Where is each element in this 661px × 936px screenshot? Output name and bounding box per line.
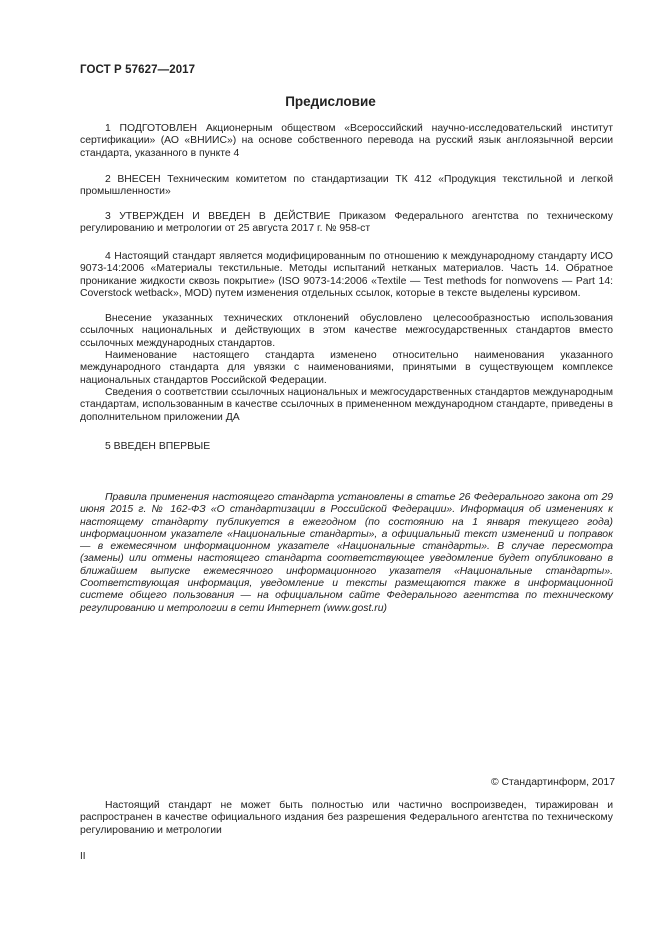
copyright: © Стандартинформ, 2017 (490, 777, 615, 788)
foreword-item-4: 4 Настоящий стандарт является модифицированным по отношению к международному стандарту ИСО 9073-14:2006 «Материалы текстильные. Методы испытаний нетканых материалов. Часть 14. Обратное проникание жидкости сквозь покрытие» (ISO 9073-14:2006 «Textile — Test methods for nonwovens — Part 14: Coverstock wetback», MOD) путем изменения отдельных ссылок, которые в тексте выделены курсивом. (80, 251, 613, 299)
page-number: II (80, 851, 86, 862)
foreword-item-1: 1 ПОДГОТОВЛЕН Акционерным обществом «Всероссийский научно-исследовательский институт сертификации» (АО «ВНИИС») на основе собственного перевода на русский язык англоязычной версии стандарта, указанного в пункте 4 (80, 123, 613, 159)
foreword-item-4-references: Сведения о соответствии ссылочных национальных и межгосударственных стандартов международным стандартам, использованным в качестве ссылочных в примененном международном стандарте, приведены в дополнительном приложении ДА (80, 387, 613, 423)
standard-id-header: ГОСТ Р 57627—2017 (80, 64, 196, 76)
foreword-item-4-title-change: Наименование настоящего стандарта изменено относительно наименования указанного международного стандарта для увязки с наименованиями, принятыми в существующем комплексе национальных стандартов Российской Федерации. (80, 350, 613, 386)
page-title: Предисловие (285, 94, 376, 109)
foreword-item-5: 5 ВВЕДЕН ВПЕРВЫЕ (105, 441, 211, 452)
foreword-item-4-deviations: Внесение указанных технических отклонений обусловлено целесообразностью использования ссылочных национальных и действующих в этом качестве межгосударственных стандартов вместо ссылочных международных стандартов. (80, 313, 613, 349)
reproduction-notice: Настоящий стандарт не может быть полностью или частично воспроизведен, тиражирован и распространен в качестве официального издания без разрешения Федерального агентства по техническому регулированию и метрологии (80, 800, 613, 836)
foreword-item-2: 2 ВНЕСЕН Техническим комитетом по стандартизации ТК 412 «Продукция текстильной и легкой промышленности» (80, 174, 613, 198)
foreword-item-3: 3 УТВЕРЖДЕН И ВВЕДЕН В ДЕЙСТВИЕ Приказом Федерального агентства по техническому регулированию и метрологии от 25 августа 2017 г. № 958-ст (80, 211, 613, 235)
application-rules-notice: Правила применения настоящего стандарта установлены в статье 26 Федерального закона от 29 июня 2015 г. № 162-ФЗ «О стандартизации в Российской Федерации». Информация об изменениях к настоящему стандарту публикуется в ежегодном (по состоянию на 1 января текущего года) информационном указателе «Национальные стандарты», а официальный текст изменений и поправок — в ежемесячном информационном указателе «Национальные стандарты». В случае пересмотра (замены) или отмены настоящего стандарта соответствующее уведомление будет опубликовано в ближайшем выпуске ежемесячного информационного указателя «Национальные стандарты». Соответствующая информация, уведомление и тексты размещаются также в информационной системе общего пользования — на официальном сайте Федерального агентства по техническому регулированию и метрологии в сети Интернет (www.gost.ru) (80, 492, 613, 614)
